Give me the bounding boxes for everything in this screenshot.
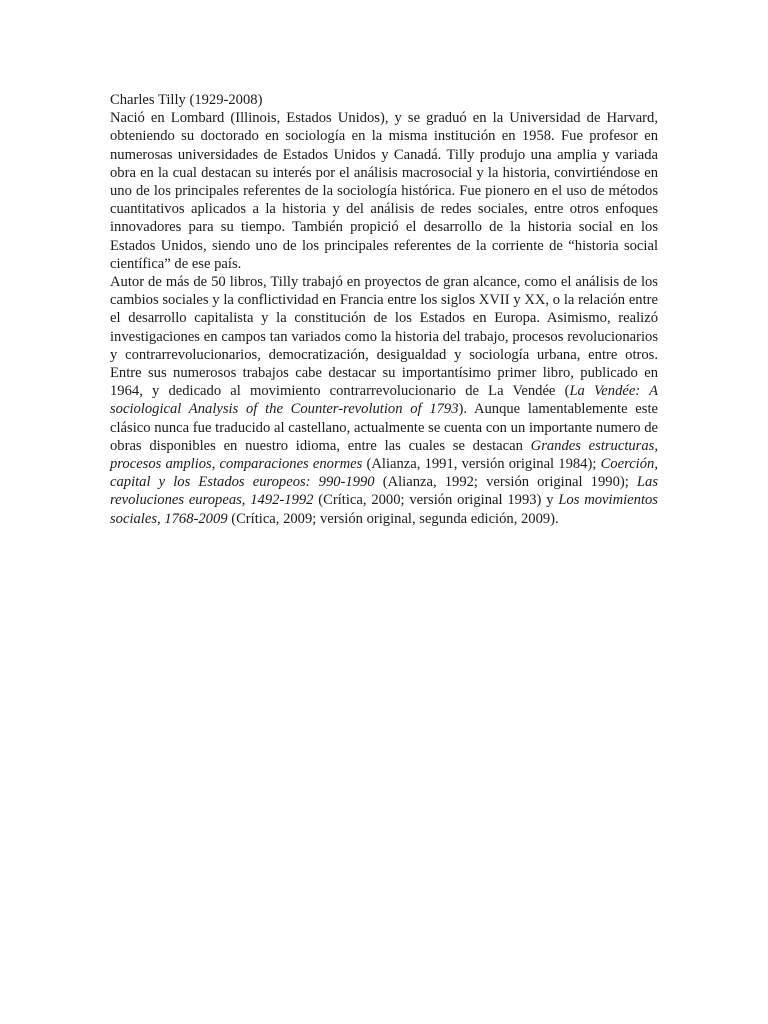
text-span: Autor de más de 50 libros, Tilly trabajó en proyectos de gran alcance, como el análisis de los cambios sociales y la conflictividad en Francia entre los siglos XVII y XX, o la relación entre el desarrollo capitalista y la constitución de los Estados en Europa. Asimismo, realizó investigaciones en campos tan variados como la historia del trabajo, procesos revolucionarios y contrarrevolucionarios, democratización, desigualdad y sociología urbana, entre otros. Entre sus numerosos trabajos cabe destacar su importantísimo primer libro, publicado en 1964, y dedicado al movimiento contrarrevolucionario de La Vendée ( [110,274,658,400]
book-title: Los movimientos sociales, 1768-2009 [110,492,658,527]
book-title: Las revoluciones europeas, 1492-1992 [110,474,658,509]
text-block [110,91,658,528]
text-span: (Crítica, 2000; versión original 1993) y [313,492,559,509]
text-span: (Alianza, 1991, versión original 1984); [362,456,601,473]
paragraph-works [110,273,658,528]
paragraph-biography: Nació en Lombard (Illinois, Estados Unidos), y se graduó en la Universidad de Harvard, obteniendo su doctorado en sociología en la misma institución en 1958. Fue profesor en numerosas universidades de Estados Unidos y Canadá. Tilly produjo una amplia y variada obra en la cual destacan su interés por el análisis macrosocial y la historia, convirtiéndose en uno de los principales referentes de la sociología histórica. Fue pionero en el uso de métodos cuantitativos aplicados a la historia y del análisis de redes sociales, entre otros enfoques innovadores para su tiempo. También propició el desarrollo de la historia social en los Estados Unidos, siendo uno de los principales referentes de la corriente de “historia social científica” de ese país. [110,110,658,272]
text-span: (Alianza, 1992; versión original 1990); [374,474,637,491]
book-title: Coerción, capital y los Estados europeos: 990-1990 [110,456,658,491]
text-span: (Crítica, 2009; versión original, segunda edición, 2009). [227,510,559,527]
book-title: Grandes estructuras, procesos amplios, comparaciones enormes [110,437,658,473]
page-title: Charles Tilly (1929-2008) [110,92,263,108]
text-span: ). Aunque lamentablemente este clásico nunca fue traducido al castellano, actualmente se cuenta con un importante numero de obras disponibles en nuestro idioma, entre las cuales se destacan [110,401,658,454]
book-title: La Vendée: A sociological Analysis of the Counter-revolution of 1793 [110,383,659,418]
